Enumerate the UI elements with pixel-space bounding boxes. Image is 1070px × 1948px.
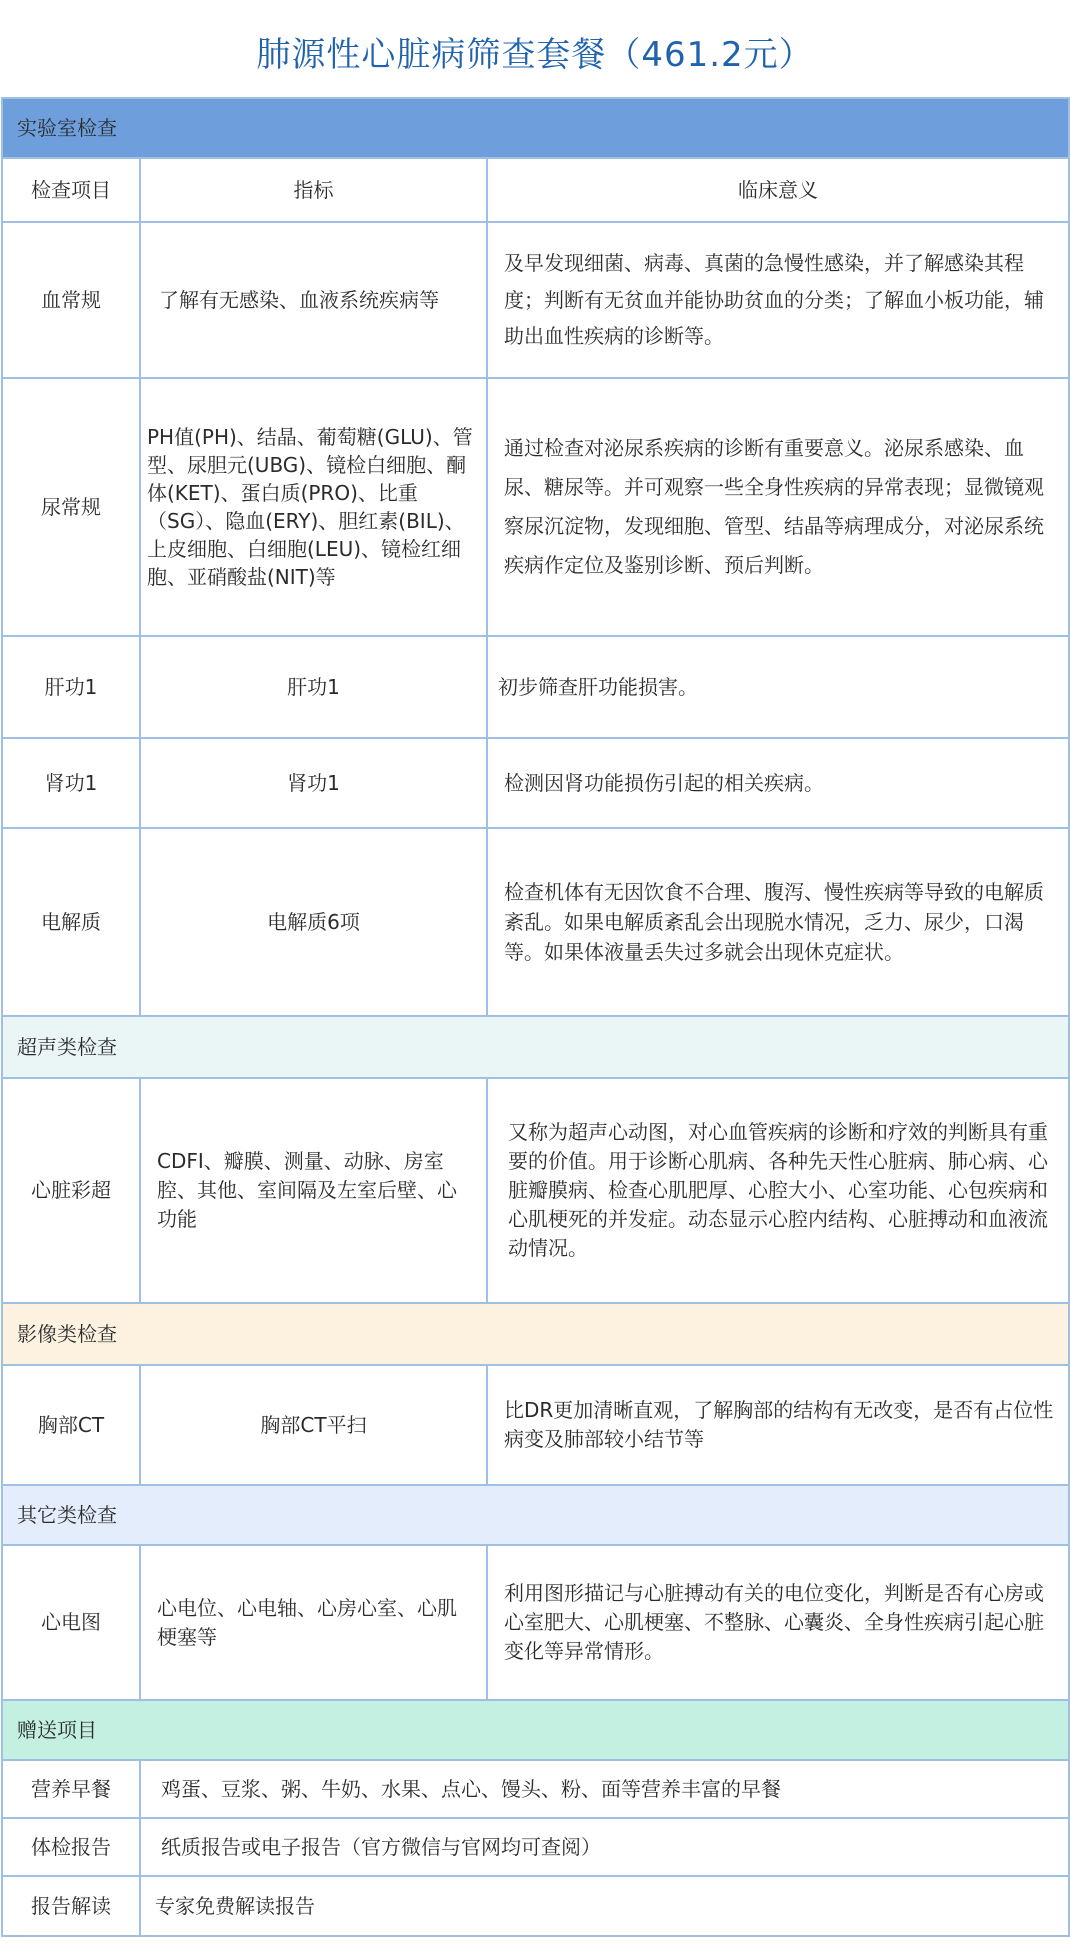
section-row-ultrasound	[2, 1016, 1069, 1078]
meaning-cell: 又称为超声心动图，对心血管疾病的诊断和疗效的判断具有重要的价值。用于诊断心肌病、各种先天性心脏病、肺心病、心脏瓣膜病、检查心肌肥厚、心腔大小、心室功能、心包疾病和心肌梗死的并发症。动态显示心腔内结构、心脏搏动和血液流动情况。	[487, 1078, 1069, 1303]
content-cell: 专家免费解读报告	[140, 1876, 1069, 1936]
indicator-cell: 心电位、心电轴、心房心室、心肌梗塞等	[140, 1545, 487, 1700]
indicator-cell: 了解有无感染、血液系统疾病等	[140, 222, 487, 378]
indicator-cell: PH值(PH)、结晶、葡萄糖(GLU)、管型、尿胆元(UBG)、镜检白细胞、酮体(KET)、蛋白质(PRO)、比重（SG）、隐血(ERY)、胆红素(BIL)、上皮细胞、白细胞(LEU)、镜检红细胞、亚硝酸盐(NIT)等	[140, 378, 487, 636]
meaning-cell: 及早发现细菌、病毒、真菌的急慢性感染，并了解感染其程度；判断有无贫血并能协助贫血的分类；了解血小板功能，辅助出血性疾病的诊断等。	[487, 222, 1069, 378]
checkup-package-table	[1, 97, 1070, 1937]
indicator-cell: 胸部CT平扫	[140, 1365, 487, 1485]
indicator-cell: CDFI、瓣膜、测量、动脉、房室腔、其他、室间隔及左室后壁、心功能	[140, 1078, 487, 1303]
section-row-imaging	[2, 1303, 1069, 1365]
item-cell: 体检报告	[2, 1818, 140, 1876]
section-row-gift	[2, 1700, 1069, 1760]
table-row-urine	[2, 378, 1069, 636]
item-cell: 营养早餐	[2, 1760, 140, 1818]
table-row-breakfast	[2, 1760, 1069, 1818]
section-title-lab: 实验室检查	[2, 98, 1069, 158]
item-cell: 心脏彩超	[2, 1078, 140, 1303]
indicator-cell: 肾功1	[140, 738, 487, 828]
content-cell: 鸡蛋、豆浆、粥、牛奶、水果、点心、馒头、粉、面等营养丰富的早餐	[140, 1760, 1069, 1818]
header-item: 检查项目	[2, 158, 140, 222]
table-row-ecg	[2, 1545, 1069, 1700]
item-cell: 报告解读	[2, 1876, 140, 1936]
item-cell: 血常规	[2, 222, 140, 378]
content-cell: 纸质报告或电子报告（官方微信与官网均可查阅）	[140, 1818, 1069, 1876]
header-indicator: 指标	[140, 158, 487, 222]
table-row-blood	[2, 222, 1069, 378]
table-row-electrolyte	[2, 828, 1069, 1016]
item-cell: 胸部CT	[2, 1365, 140, 1485]
item-cell: 肾功1	[2, 738, 140, 828]
section-title-imaging: 影像类检查	[2, 1303, 1069, 1365]
table-row-interpret	[2, 1876, 1069, 1936]
meaning-cell: 通过检查对泌尿系疾病的诊断有重要意义。泌尿系感染、血尿、糖尿等。并可观察一些全身性疾病的异常表现；显微镜观察尿沉淀物，发现细胞、管型、结晶等病理成分，对泌尿系统疾病作定位及鉴别诊断、预后判断。	[487, 378, 1069, 636]
page-title: 肺源性心脏病筛查套餐（461.2元）	[256, 35, 814, 75]
table-row-echo	[2, 1078, 1069, 1303]
item-cell: 尿常规	[2, 378, 140, 636]
meaning-cell: 检查机体有无因饮食不合理、腹泻、慢性疾病等导致的电解质紊乱。如果电解质紊乱会出现脱水情况，乏力、尿少，口渴等。如果体液量丢失过多就会出现休克症状。	[487, 828, 1069, 1016]
item-cell: 心电图	[2, 1545, 140, 1700]
section-title-ultrasound: 超声类检查	[2, 1016, 1069, 1078]
section-title-gift: 赠送项目	[2, 1700, 1069, 1760]
meaning-cell: 利用图形描记与心脏搏动有关的电位变化，判断是否有心房或心室肥大、心肌梗塞、不整脉、心囊炎、全身性疾病引起心脏变化等异常情形。	[487, 1545, 1069, 1700]
meaning-cell: 检测因肾功能损伤引起的相关疾病。	[487, 738, 1069, 828]
meaning-cell: 初步筛查肝功能损害。	[487, 636, 1069, 738]
table-row-ct	[2, 1365, 1069, 1485]
section-row-other	[2, 1485, 1069, 1545]
table-row-kidney	[2, 738, 1069, 828]
item-cell: 肝功1	[2, 636, 140, 738]
table-row-liver	[2, 636, 1069, 738]
meaning-cell: 比DR更加清晰直观，了解胸部的结构有无改变，是否有占位性病变及肺部较小结节等	[487, 1365, 1069, 1485]
header-meaning: 临床意义	[487, 158, 1069, 222]
item-cell: 电解质	[2, 828, 140, 1016]
table-header-row	[2, 158, 1069, 222]
indicator-cell: 肝功1	[140, 636, 487, 738]
section-row-lab	[2, 98, 1069, 158]
section-title-other: 其它类检查	[2, 1485, 1069, 1545]
table-row-report	[2, 1818, 1069, 1876]
indicator-cell: 电解质6项	[140, 828, 487, 1016]
